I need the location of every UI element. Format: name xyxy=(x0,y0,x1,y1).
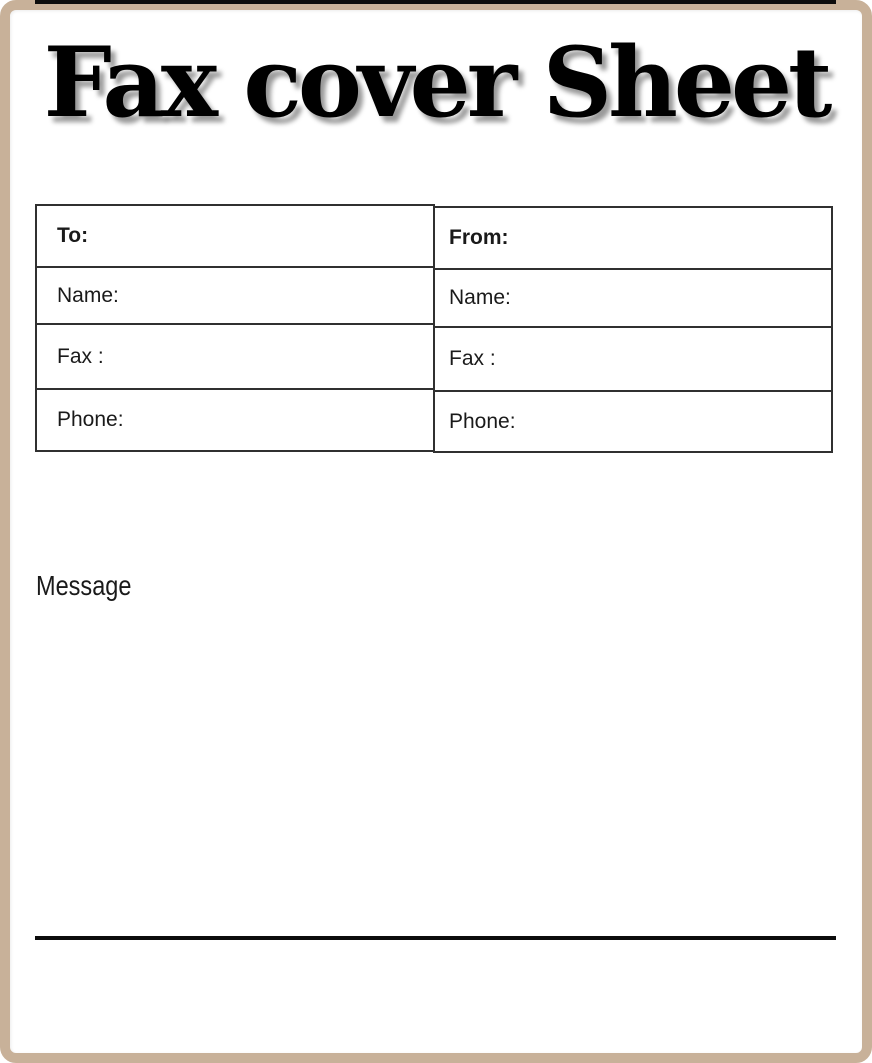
from-header-cell: From: xyxy=(449,226,509,249)
message-ruled-line xyxy=(35,936,836,940)
from-phone-cell: Phone: xyxy=(435,390,831,451)
message-ruled-line xyxy=(35,0,836,4)
message-label: Message xyxy=(36,570,132,601)
to-name-cell: Name: xyxy=(37,266,433,323)
from-fax-cell: Fax : xyxy=(435,326,831,390)
to-header-cell: To: xyxy=(57,224,89,247)
recipient-table xyxy=(35,204,435,452)
page-title: Fax cover Sheet xyxy=(43,26,829,139)
to-phone-cell: Phone: xyxy=(37,388,433,450)
to-fax-cell: Fax : xyxy=(37,323,433,388)
from-name-cell: Name: xyxy=(435,268,831,326)
sender-table xyxy=(433,206,833,453)
